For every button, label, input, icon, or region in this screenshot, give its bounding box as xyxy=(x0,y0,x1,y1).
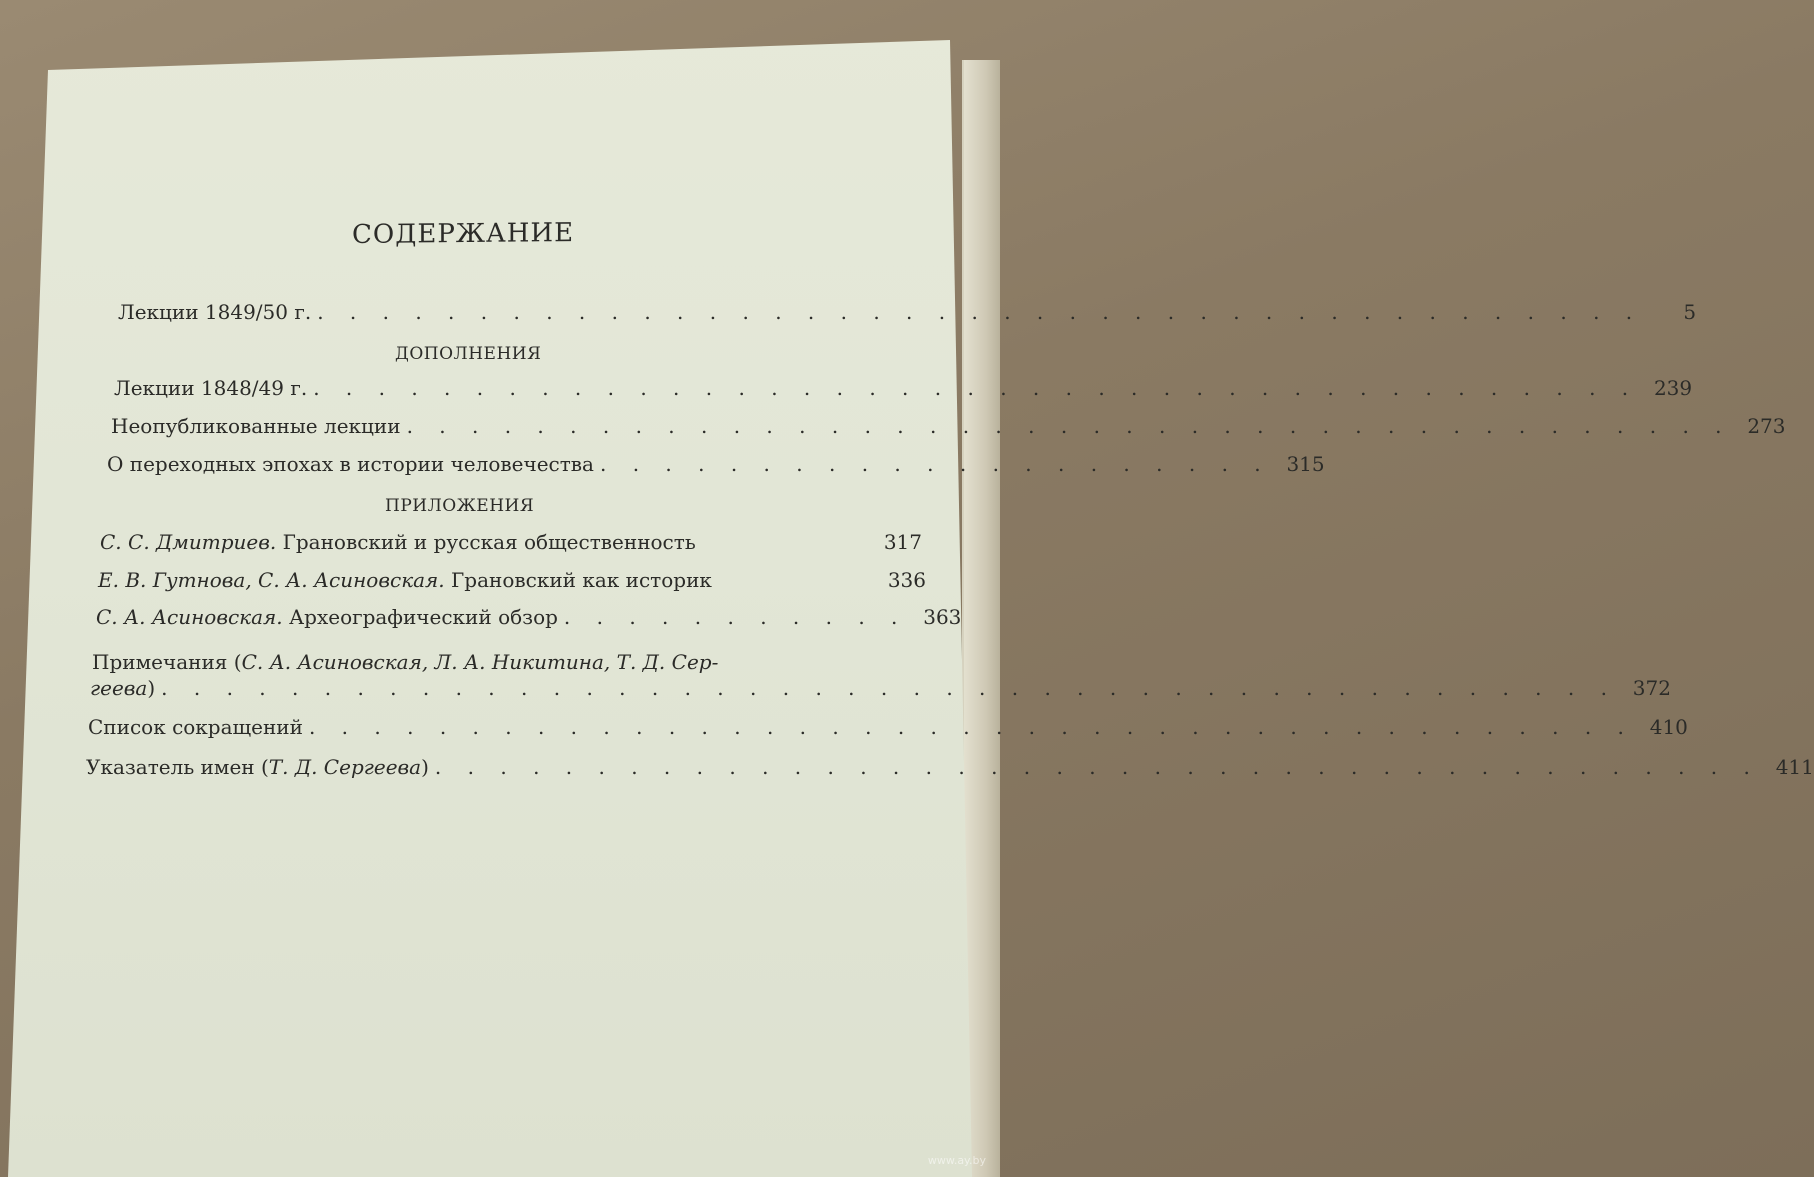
toc-entry xyxy=(100,530,922,560)
toc-entry-label xyxy=(98,568,712,592)
toc-entry-page: 411 xyxy=(1775,755,1814,779)
toc-entry-page: 372 xyxy=(1632,676,1671,700)
leader-dots: . . . . . . . . . . . xyxy=(563,605,908,629)
toc-entry-page: 336 xyxy=(887,568,926,592)
toc-entry xyxy=(88,715,1688,745)
toc-entry-author: Е. В. Гутнова, С. А. Асиновская. xyxy=(98,568,445,592)
toc-entry-title: Грановский и русская общественность xyxy=(282,530,696,554)
toc-entry-page: 273 xyxy=(1747,414,1786,438)
toc-entry xyxy=(107,452,1325,482)
toc-entry-author: Т. Д. Сергеева xyxy=(268,755,422,779)
toc-entry-label: Список сокращений xyxy=(88,715,303,739)
toc-entry-page: 317 xyxy=(883,530,922,554)
section-heading-dopolneniya: ДОПОЛНЕНИЯ xyxy=(395,344,542,364)
leader-dots: . . . . . . . . . . . . . . . . . . . . . . . . . . . . . . . . . . . . . . . . . xyxy=(317,300,1643,324)
toc-entry xyxy=(98,568,926,598)
toc-entry-label xyxy=(100,530,696,554)
toc-entry-label: Примечания ( xyxy=(92,650,242,674)
toc-entry-page: 5 xyxy=(1683,300,1697,324)
toc-entry-title: Грановский как историк xyxy=(451,568,712,592)
watermark: www.ay.by xyxy=(927,1154,986,1167)
leader-dots: . . . . . . . . . . . . . . . . . . . . . . . . . . . . . . . . . . . . . . . . . xyxy=(406,414,1732,438)
toc-entry-main xyxy=(118,300,1697,330)
toc-entry-notes-line1 xyxy=(92,650,718,674)
toc-entry-author: С. А. Асиновская, Л. А. Никитина, Т. Д. Сер- xyxy=(241,650,719,674)
leader-dots: . . . . . . . . . . . . . . . . . . . . . . . . . . . . . . . . . . . . . . . . . xyxy=(434,755,1760,779)
toc-entry-label: Лекции 1848/49 г. xyxy=(114,376,308,400)
toc-entry-label: Неопубликованные лекции xyxy=(111,414,401,438)
toc-entry-page: 363 xyxy=(923,605,962,629)
toc-entry xyxy=(111,414,1786,444)
toc-entry-author: геева xyxy=(90,676,148,700)
toc-entry-label: Лекции 1849/50 г. xyxy=(118,300,312,324)
toc-entry-label xyxy=(96,605,558,629)
toc-entry-notes-line2 xyxy=(90,676,1671,706)
section-heading-prilozheniya: ПРИЛОЖЕНИЯ xyxy=(385,496,535,516)
toc-entry-label: О переходных эпохах в истории человечества xyxy=(107,452,594,476)
leader-dots: . . . . . . . . . . . . . . . . . . . . . xyxy=(599,452,1271,476)
leader-dots: . . . . . . . . . . . . . . . . . . . . . . . . . . . . . . . . . . . . . . . . . . . . . xyxy=(161,676,1617,700)
leader-dots: . . . . . . . . . . . . . . . . . . . . . . . . . . . . . . . . . . . . . . . . . xyxy=(313,376,1639,400)
toc-entry xyxy=(96,605,962,635)
toc-entry-label: Указатель имен (Т. Д. Сергеева) xyxy=(86,755,429,779)
toc-entry xyxy=(86,755,1814,785)
toc-entry-page: 239 xyxy=(1653,376,1693,400)
toc-entry-author: С. А. Асиновская. xyxy=(96,605,283,629)
toc-entry xyxy=(114,376,1693,406)
toc-entry-label: геева) xyxy=(90,676,156,700)
toc-entry-page: 315 xyxy=(1286,452,1325,476)
toc-entry-author: С. С. Дмитриев. xyxy=(100,530,277,554)
page-title: СОДЕРЖАНИЕ xyxy=(352,218,575,251)
toc-entry-page: 410 xyxy=(1649,715,1688,739)
toc-entry-title: Археографический обзор xyxy=(289,605,558,629)
leader-dots: . . . . . . . . . . . . . . . . . . . . . . . . . . . . . . . . . . . . . . . . . xyxy=(308,715,1634,739)
